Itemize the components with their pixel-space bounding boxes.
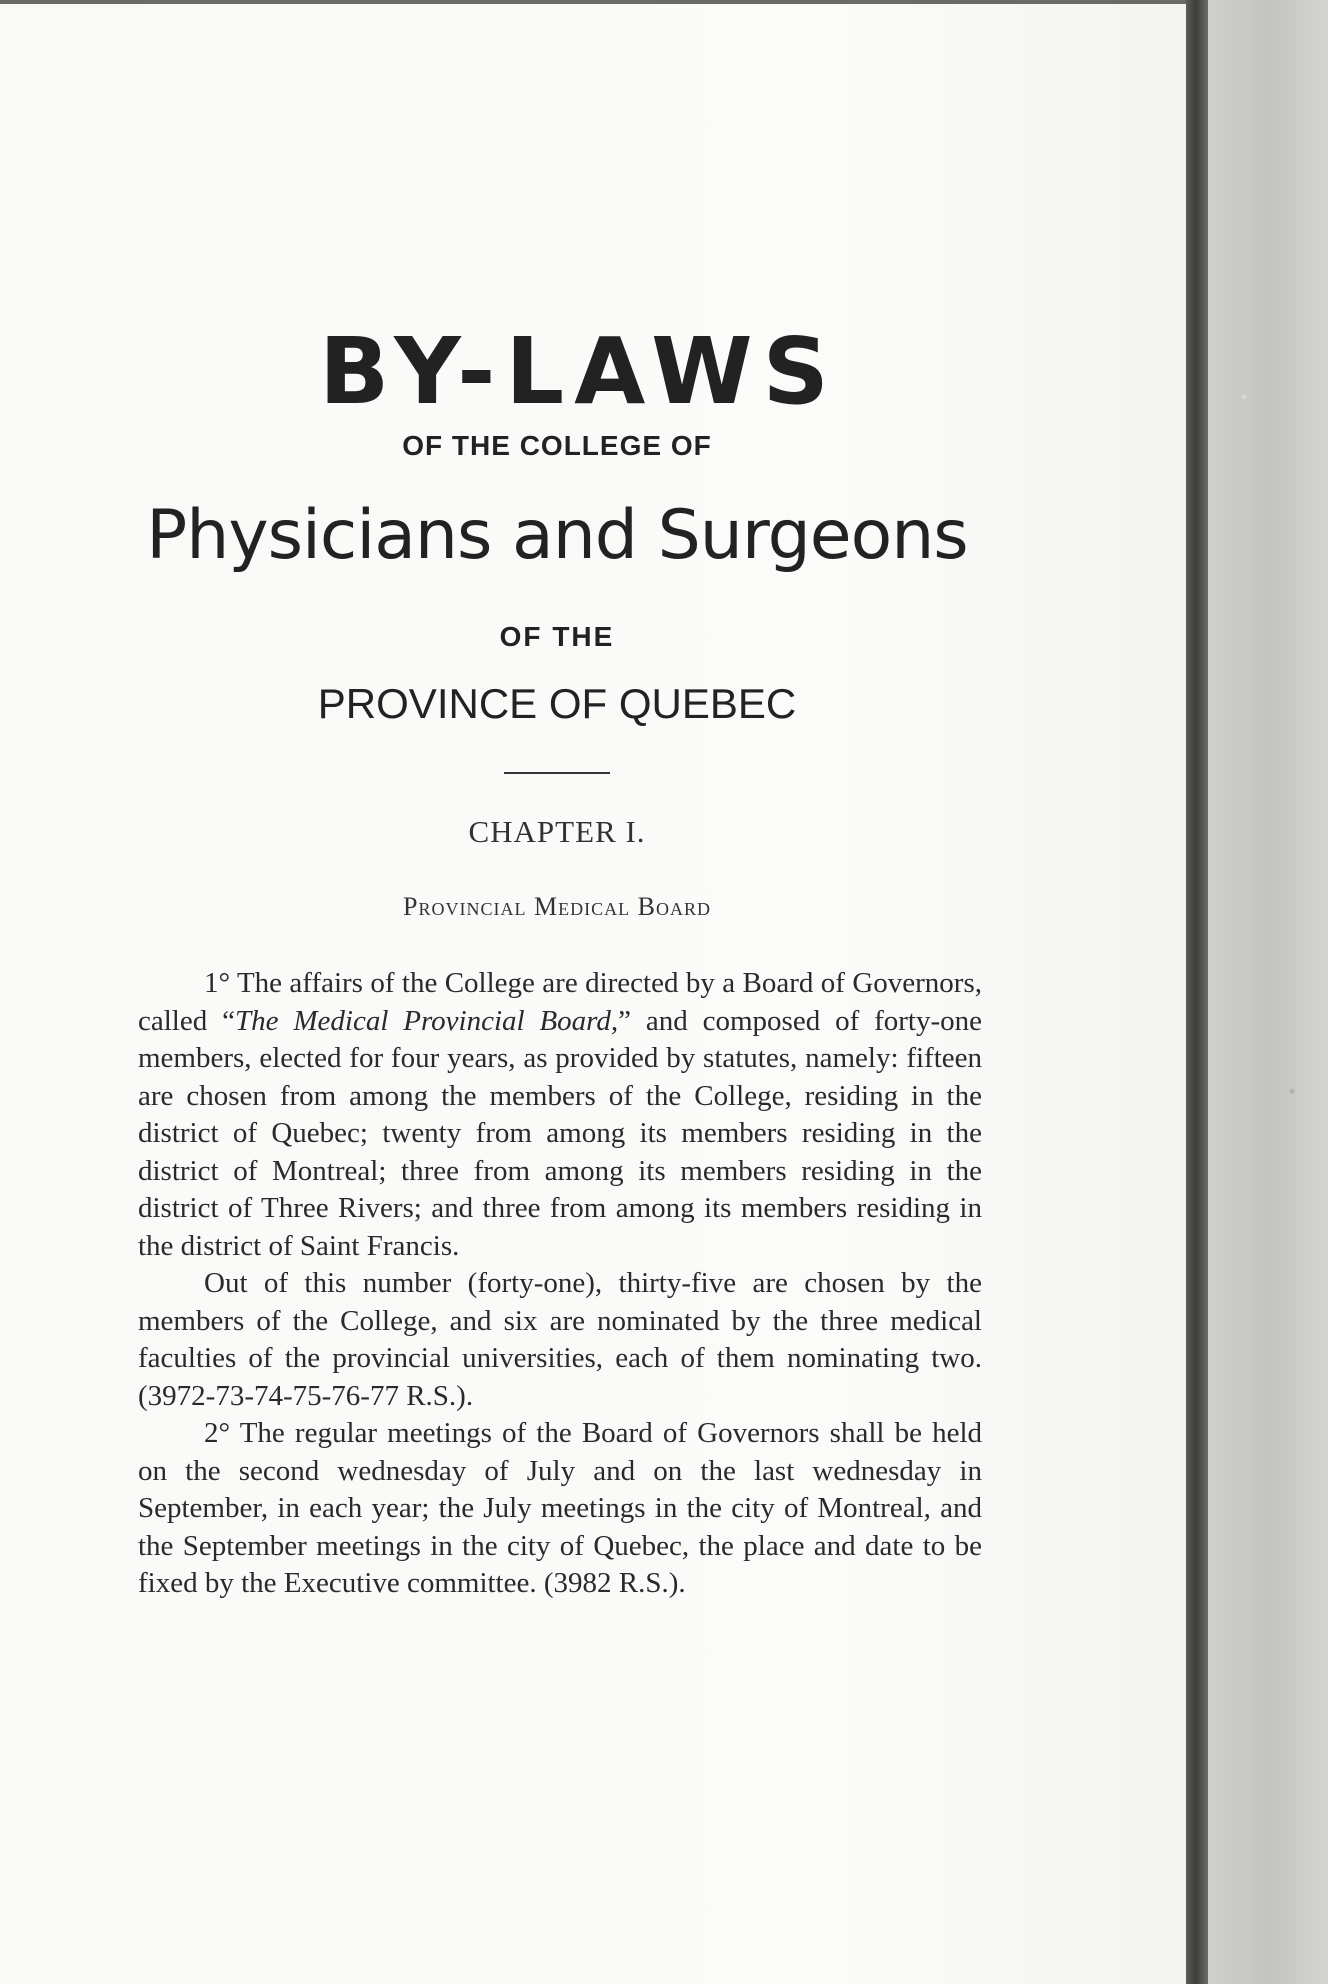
paragraph-1-rest: ” and composed of forty-one members, elected for four years, as provided by statutes, namely: fifteen are chosen from among the members of the College, residing in the district of Quebec; twenty from among its members residing in the district of Montreal; three from among its members residing in the district of Three Rivers; and three from among its members residing in the district of Saint Francis. — [138, 1004, 982, 1262]
page-top-border — [0, 0, 1186, 4]
province-title: PROVINCE OF QUEBEC — [317, 680, 797, 727]
page-edge-shadow — [1186, 0, 1208, 1984]
subtitle-college-of: OF THE COLLEGE OF — [402, 430, 712, 461]
body-text — [138, 965, 982, 1603]
paragraph-1-start: 1° The affairs of the College are directed by a Board of Governors, called “ — [138, 967, 982, 1037]
board-name-italic: The Medical Provincial Board, — [234, 1004, 619, 1037]
section-heading: Provincial Medical Board — [403, 892, 711, 921]
main-title: Physicians and Surgeons — [146, 496, 968, 575]
paragraph-2: Out of this number (forty-one), thirty-five are chosen by the members of the College, and six are nominated by the three medical faculties of the provincial universities, each of them nominating two. (3972-73-74-75-76-77 R.S.). — [138, 1267, 982, 1412]
background-surface — [1208, 0, 1328, 1984]
chapter-heading: CHAPTER I. — [468, 814, 646, 849]
paragraph-1 — [138, 965, 982, 1265]
paragraph-3: 2° The regular meetings of the Board of Governors shall be held on the second wednesday of July and on the last wednesday in September, in each year; the July meetings in the city of Montreal, and the September meetings in the city of Quebec, the place and date to be fixed by the Executive committee. (3982 R.S.). — [138, 1417, 982, 1599]
divider-rule — [504, 772, 610, 774]
document-title: BY-LAWS — [319, 318, 839, 425]
subtitle-of-the: OF THE — [499, 621, 615, 652]
